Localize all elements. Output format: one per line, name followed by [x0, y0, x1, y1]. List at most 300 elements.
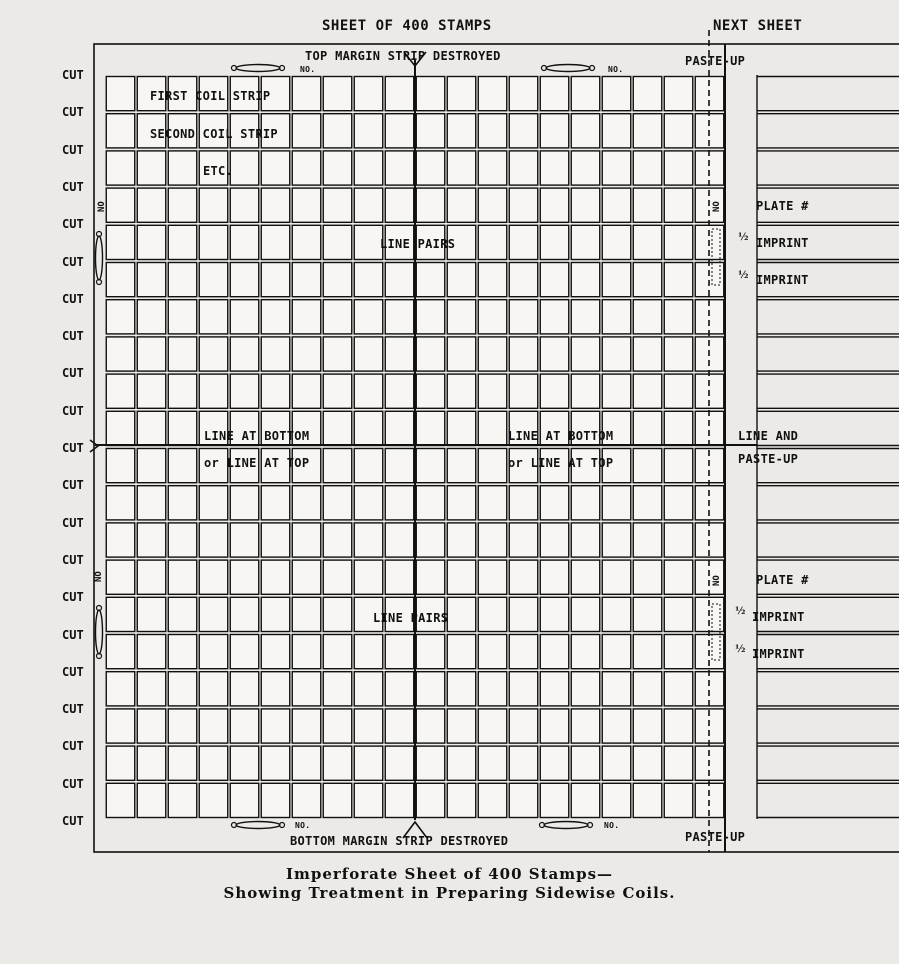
etc-label: ETC.: [203, 164, 234, 178]
stamp-cell: [602, 635, 631, 669]
stamp-cell: [106, 709, 135, 743]
stamp-cell: [230, 783, 259, 817]
stamp-cell: [385, 114, 414, 148]
stamp-cell: [478, 746, 507, 780]
stamp-cell: [633, 188, 662, 222]
cut-label: CUT: [62, 478, 84, 493]
stamp-cell: [385, 151, 414, 185]
stamp-cell: [385, 746, 414, 780]
stamp-cell: [168, 300, 197, 334]
half-fraction-1a: ½: [738, 232, 749, 243]
cut-label: CUT: [62, 664, 84, 679]
stamp-cell: [447, 300, 476, 334]
stamp-cell: [199, 263, 228, 297]
stamp-cell: [509, 523, 538, 557]
stamp-cell: [664, 560, 693, 594]
stamp-cell: [540, 783, 569, 817]
stamp-cell: [478, 225, 507, 259]
stamp-cell: [292, 225, 321, 259]
stamp-cell: [323, 449, 352, 483]
plate-no-top-right: NO.: [608, 65, 624, 74]
stamp-cell: [137, 635, 166, 669]
stamp-cell: [478, 77, 507, 111]
stamp-cell: [664, 635, 693, 669]
stamp-cell: [168, 449, 197, 483]
half-fraction-2a: ½: [735, 606, 746, 617]
cut-label: CUT: [62, 254, 84, 269]
stamp-cell: [168, 523, 197, 557]
stamp-cell: [633, 300, 662, 334]
stamp-cell: [602, 114, 631, 148]
stamp-cell: [447, 560, 476, 594]
side-no-left-2: NO: [94, 571, 104, 582]
side-guide-arrow: [96, 236, 103, 280]
stamp-cell: [230, 672, 259, 706]
stamp-cell: [199, 225, 228, 259]
stamp-cell: [540, 114, 569, 148]
cut-label: CUT: [62, 217, 84, 232]
stamp-cell: [509, 635, 538, 669]
stamp-cell: [571, 635, 600, 669]
line-at-bottom-right-1: LINE AT BOTTOM: [508, 429, 614, 443]
stamp-cell: [664, 746, 693, 780]
second-coil-strip-label: SECOND COIL STRIP: [150, 127, 278, 141]
stamp-cell: [602, 709, 631, 743]
stamp-cell: [199, 560, 228, 594]
stamp-cell: [664, 709, 693, 743]
cut-label: CUT: [62, 441, 84, 455]
stamp-cell: [509, 374, 538, 408]
stamp-cell: [478, 114, 507, 148]
stamp-cell: [509, 263, 538, 297]
imprint-label-2a: IMPRINT: [752, 610, 805, 624]
stamp-cell: [261, 672, 290, 706]
stamp-cell: [447, 486, 476, 520]
stamp-cell: [168, 411, 197, 445]
imprint-label-1a: IMPRINT: [756, 236, 809, 250]
stamp-cell: [664, 337, 693, 371]
stamp-cell: [664, 225, 693, 259]
stamp-cell: [354, 77, 383, 111]
sheet-title: SHEET OF 400 STAMPS: [322, 18, 492, 34]
paste-up-bottom-label: PASTE-UP: [685, 830, 746, 844]
stamp-cell: [633, 225, 662, 259]
stamp-cell: [137, 746, 166, 780]
stamp-cell: [137, 523, 166, 557]
stamp-cell: [664, 783, 693, 817]
stamp-cell: [106, 746, 135, 780]
stamp-cell: [571, 523, 600, 557]
stamp-cell: [416, 560, 445, 594]
stamp-cell: [106, 300, 135, 334]
stamp-cell: [137, 300, 166, 334]
stamp-cell: [168, 746, 197, 780]
stamp-cell: [137, 374, 166, 408]
stamp-cell: [106, 449, 135, 483]
stamp-cell: [602, 374, 631, 408]
stamp-cell: [354, 188, 383, 222]
cut-label: CUT: [62, 366, 84, 381]
stamp-cell: [323, 337, 352, 371]
stamp-cell: [354, 374, 383, 408]
stamp-cell: [385, 672, 414, 706]
stamp-cell: [602, 746, 631, 780]
stamp-cell: [540, 77, 569, 111]
stamp-cell: [323, 597, 352, 631]
stamp-cell: [292, 300, 321, 334]
stamp-cell: [416, 188, 445, 222]
cut-label: CUT: [62, 403, 84, 418]
stamp-cell: [292, 337, 321, 371]
stamp-cell: [199, 300, 228, 334]
stamp-cell: [261, 523, 290, 557]
stamp-cell: [261, 225, 290, 259]
stamp-cell: [137, 449, 166, 483]
stamp-cell: [385, 337, 414, 371]
stamp-cell: [323, 672, 352, 706]
stamp-cell: [509, 300, 538, 334]
stamp-cell: [292, 151, 321, 185]
stamp-cell: [633, 151, 662, 185]
cut-label: CUT: [62, 105, 84, 120]
stamp-cell: [261, 337, 290, 371]
stamp-cell: [106, 374, 135, 408]
stamp-cell: [664, 597, 693, 631]
stamp-cell: [540, 151, 569, 185]
stamp-cell: [509, 672, 538, 706]
stamp-cell: [137, 783, 166, 817]
stamp-cell: [385, 486, 414, 520]
stamp-cell: [571, 77, 600, 111]
stamp-cell: [602, 188, 631, 222]
stamp-cell: [478, 263, 507, 297]
stamp-cell: [323, 746, 352, 780]
stamp-cell: [509, 151, 538, 185]
stamp-cell: [540, 560, 569, 594]
line-at-bottom-left-1: LINE AT BOTTOM: [204, 429, 310, 443]
stamp-cell: [292, 77, 321, 111]
stamp-cell: [354, 746, 383, 780]
line-and-label: LINE AND: [738, 429, 799, 443]
stamp-cell: [137, 225, 166, 259]
stamp-cell: [323, 374, 352, 408]
stamp-cell: [540, 635, 569, 669]
stamp-cell: [323, 486, 352, 520]
stamp-cell: [509, 77, 538, 111]
cut-label: CUT: [62, 291, 84, 306]
stamp-cell: [447, 672, 476, 706]
side-guide-arrow: [96, 610, 103, 654]
imprint-label-1b: IMPRINT: [756, 273, 809, 287]
stamp-cell: [292, 263, 321, 297]
first-coil-strip-label: FIRST COIL STRIP: [150, 89, 271, 103]
stamp-cell: [261, 374, 290, 408]
stamp-cell: [354, 225, 383, 259]
stamp-cell: [602, 300, 631, 334]
half-fraction-1b: ½: [738, 270, 749, 281]
stamp-cell: [602, 523, 631, 557]
stamp-cell: [106, 77, 135, 111]
stamp-cell: [540, 337, 569, 371]
stamp-cell: [478, 374, 507, 408]
stamp-cell: [230, 188, 259, 222]
stamp-cell: [323, 783, 352, 817]
stamp-cell: [509, 188, 538, 222]
stamp-cell: [540, 300, 569, 334]
stamp-cell: [416, 486, 445, 520]
stamp-cell: [447, 77, 476, 111]
bottom-margin-label: BOTTOM MARGIN STRIP DESTROYED: [290, 834, 509, 848]
stamp-cell: [416, 77, 445, 111]
plate-no-top-left: NO.: [300, 65, 316, 74]
stamp-cell: [199, 709, 228, 743]
stamp-cell: [633, 672, 662, 706]
stamp-cell: [416, 300, 445, 334]
plate-number-label-2: PLATE #: [756, 573, 809, 587]
stamp-cell: [106, 411, 135, 445]
stamp-cell: [571, 486, 600, 520]
stamp-cell: [230, 709, 259, 743]
stamp-cell: [416, 151, 445, 185]
stamp-cell: [199, 597, 228, 631]
stamp-cell: [664, 263, 693, 297]
stamp-cell: [261, 263, 290, 297]
stamp-cell: [261, 597, 290, 631]
guide-arrow: [546, 65, 590, 72]
line-at-bottom-right-2: or LINE AT TOP: [508, 456, 614, 470]
cut-label: CUT: [62, 68, 84, 82]
stamp-cell: [323, 263, 352, 297]
stamp-cell: [168, 225, 197, 259]
stamp-cell: [292, 486, 321, 520]
stamp-cell: [385, 77, 414, 111]
stamp-cell: [261, 300, 290, 334]
stamp-cell: [106, 523, 135, 557]
stamp-cell: [509, 114, 538, 148]
stamp-cell: [478, 709, 507, 743]
plate-no-bottom-left: NO.: [295, 821, 311, 830]
stamp-cell: [540, 523, 569, 557]
stamp-cell: [633, 263, 662, 297]
cut-label: CUT: [62, 590, 84, 605]
stamp-cell: [447, 374, 476, 408]
stamp-cell: [633, 114, 662, 148]
stamp-cell: [416, 523, 445, 557]
stamp-cell: [354, 151, 383, 185]
stamp-cell: [416, 635, 445, 669]
stamp-cell: [571, 114, 600, 148]
stamp-cell: [540, 746, 569, 780]
stamp-cell: [106, 783, 135, 817]
stamp-cell: [571, 746, 600, 780]
stamp-cell: [633, 560, 662, 594]
stamp-cell: [602, 77, 631, 111]
stamp-cell: [602, 486, 631, 520]
stamp-cell: [292, 783, 321, 817]
stamp-cell: [602, 672, 631, 706]
stamp-cell: [323, 300, 352, 334]
stamp-cell: [292, 560, 321, 594]
stamp-cell: [292, 709, 321, 743]
stamp-cell: [602, 597, 631, 631]
stamp-cell: [230, 597, 259, 631]
stamp-cell: [323, 77, 352, 111]
stamp-cell: [168, 672, 197, 706]
guide-arrow: [236, 65, 280, 72]
plate-number-label-1: PLATE #: [756, 199, 809, 213]
stamp-cell: [664, 523, 693, 557]
stamp-cell: [168, 783, 197, 817]
stamp-cell: [137, 597, 166, 631]
stamp-cell: [509, 709, 538, 743]
stamp-cell: [447, 449, 476, 483]
stamp-cell: [602, 151, 631, 185]
stamp-cell: [354, 486, 383, 520]
stamp-cell: [447, 337, 476, 371]
stamp-cell: [385, 374, 414, 408]
stamp-cell: [261, 560, 290, 594]
stamp-cell: [509, 597, 538, 631]
stamp-cell: [292, 672, 321, 706]
stamp-cell: [509, 225, 538, 259]
stamp-cell: [199, 337, 228, 371]
stamp-cell: [540, 188, 569, 222]
stamp-cell: [385, 709, 414, 743]
stamp-cell: [168, 374, 197, 408]
stamp-cell: [199, 523, 228, 557]
stamp-cell: [323, 635, 352, 669]
stamp-cell: [416, 746, 445, 780]
top-margin-label: TOP MARGIN STRIP DESTROYED: [305, 49, 501, 63]
stamp-cell: [292, 188, 321, 222]
guide-arrow: [544, 822, 588, 829]
cut-label: CUT: [62, 142, 84, 157]
stamp-cell: [571, 560, 600, 594]
stamp-cell: [385, 300, 414, 334]
stamp-cell: [416, 337, 445, 371]
stamp-cell: [633, 411, 662, 445]
stamp-cell: [416, 411, 445, 445]
stamp-cell: [137, 672, 166, 706]
stamp-cell: [571, 300, 600, 334]
stamp-cell: [664, 151, 693, 185]
stamp-cell: [633, 77, 662, 111]
stamp-cell: [199, 672, 228, 706]
stamp-cell: [571, 188, 600, 222]
stamp-cell: [354, 411, 383, 445]
stamp-cell: [106, 560, 135, 594]
stamp-cell: [447, 188, 476, 222]
stamp-cell: [664, 114, 693, 148]
stamp-cell: [633, 597, 662, 631]
stamp-cell: [230, 746, 259, 780]
stamp-cell: [478, 672, 507, 706]
stamp-cell: [199, 486, 228, 520]
side-no-right-1: NO: [712, 201, 722, 212]
stamp-cell: [323, 709, 352, 743]
stamp-cell: [106, 672, 135, 706]
stamp-cell: [571, 337, 600, 371]
stamp-cell: [633, 337, 662, 371]
stamp-cell: [168, 635, 197, 669]
stamp-cell: [447, 151, 476, 185]
stamp-cell: [261, 188, 290, 222]
stamp-cell: [261, 151, 290, 185]
stamp-cell: [230, 337, 259, 371]
stamp-cell: [354, 709, 383, 743]
stamp-cell: [478, 635, 507, 669]
stamp-cell: [478, 151, 507, 185]
stamp-cell: [137, 263, 166, 297]
stamp-cell: [385, 523, 414, 557]
stamp-cell: [571, 597, 600, 631]
stamp-cell: [633, 746, 662, 780]
paste-up-top-label: PASTE-UP: [685, 54, 746, 68]
stamp-cell: [199, 746, 228, 780]
stamp-cell: [540, 709, 569, 743]
stamp-cell: [633, 374, 662, 408]
cut-label: CUT: [62, 329, 84, 344]
line-pairs-bottom-label: LINE PAIRS: [373, 611, 449, 625]
stamp-cell: [664, 300, 693, 334]
stamp-cell: [447, 411, 476, 445]
cut-label: CUT: [62, 552, 84, 567]
stamp-cell: [199, 635, 228, 669]
stamp-cell: [633, 523, 662, 557]
stamp-cell: [168, 486, 197, 520]
stamp-cell: [602, 337, 631, 371]
stamp-cell: [261, 635, 290, 669]
stamp-cell: [230, 635, 259, 669]
stamp-cell: [230, 151, 259, 185]
stamp-cell: [664, 449, 693, 483]
stamp-cell: [571, 225, 600, 259]
stamp-cell: [478, 337, 507, 371]
stamp-cell: [354, 635, 383, 669]
stamp-cell: [416, 709, 445, 743]
stamp-cell: [633, 635, 662, 669]
line-pairs-top-label: LINE PAIRS: [380, 237, 456, 251]
stamp-cell: [292, 523, 321, 557]
stamp-cell: [385, 188, 414, 222]
line-at-bottom-left-2: or LINE AT TOP: [204, 456, 310, 470]
stamp-cell: [664, 672, 693, 706]
stamp-cell: [540, 597, 569, 631]
stamp-cell: [540, 225, 569, 259]
stamp-cell: [106, 486, 135, 520]
stamp-cell: [509, 746, 538, 780]
guide-arrow: [236, 822, 280, 829]
side-no-left-1: NO: [97, 201, 107, 212]
stamp-cell: [633, 783, 662, 817]
stamp-cell: [137, 709, 166, 743]
stamp-cell: [323, 225, 352, 259]
stamp-cell: [230, 560, 259, 594]
stamp-cell: [354, 449, 383, 483]
stamp-cell: [478, 411, 507, 445]
stamp-cell: [416, 783, 445, 817]
stamp-cell: [664, 374, 693, 408]
stamp-cell: [447, 709, 476, 743]
stamp-cell: [292, 114, 321, 148]
stamp-cell: [137, 151, 166, 185]
stamp-cell: [478, 300, 507, 334]
stamp-cell: [230, 374, 259, 408]
stamp-cell: [323, 411, 352, 445]
stamp-cell: [571, 709, 600, 743]
stamp-cell: [199, 783, 228, 817]
stamp-cell: [354, 300, 383, 334]
